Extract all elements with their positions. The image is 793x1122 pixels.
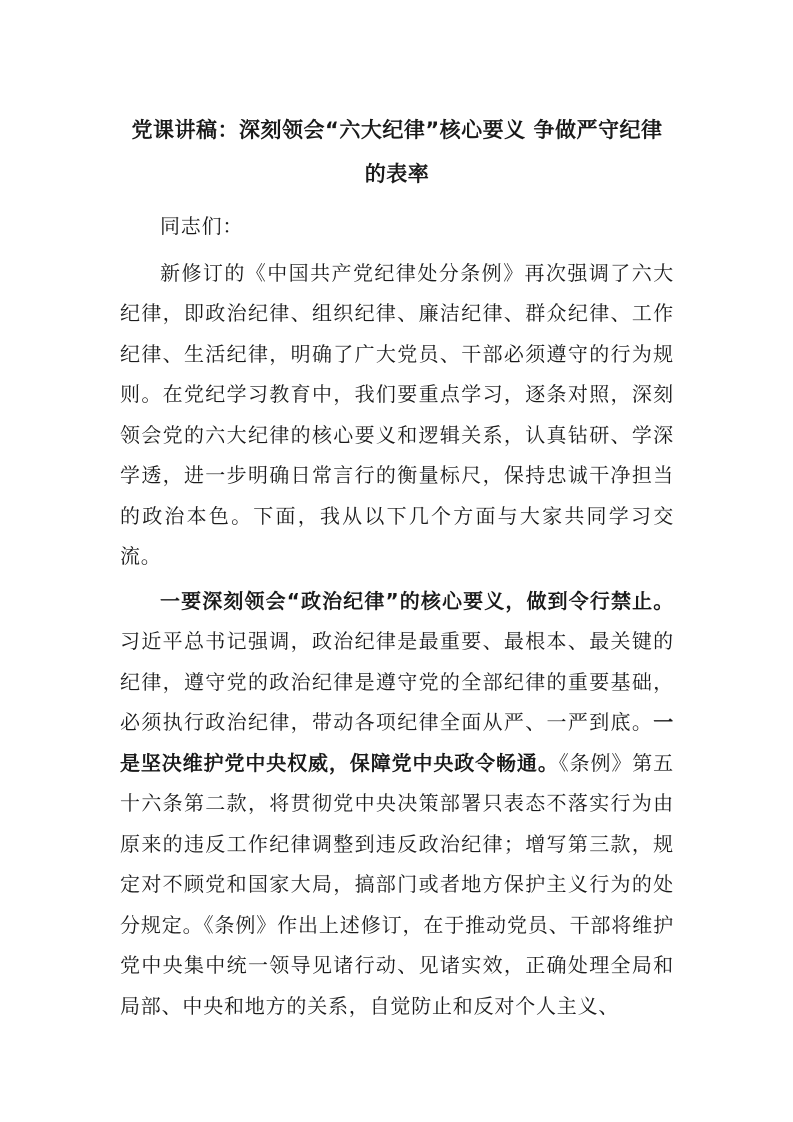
document-title: [120, 108, 674, 196]
section-one-heading: 一要深刻领会“政治纪律”的核心要义，做到令行禁止。: [160, 588, 674, 613]
document-page: [120, 108, 674, 1026]
section-one-subheading: 一是坚决维护党中央权威，保障党中央政令畅通。: [120, 710, 674, 775]
salutation: 同志们：: [160, 214, 244, 238]
title-line-1: 党课讲稿：深刻领会“六大纪律”核心要义 争做严守纪律: [131, 118, 663, 142]
section-one-paragraph: [120, 581, 674, 1027]
title-line-2: 的表率: [364, 162, 430, 186]
section-one-text: 习近平总书记强调，政治纪律是最重要、最根本、最关键的纪律，遵守党的政治纪律是遵守党的全部纪律的重要基础，必须执行政治纪律，带动各项纪律全面从严、一严到底。: [120, 629, 674, 734]
intro-paragraph: 新修订的《中国共产党纪律处分条例》再次强调了六大纪律，即政治纪律、组织纪律、廉洁纪律、群众纪律、工作纪律、生活纪律，明确了广大党员、干部必须遵守的行为规则。在党纪学习教育中，我们要重点学习，逐条对照，深刻领会党的六大纪律的核心要义和逻辑关系，认真钻研、学深学透，进一步明确日常言行的衡量标尺，保持忠诚干净担当的政治本色。下面，我从以下几个方面与大家共同学习交流。: [120, 260, 674, 568]
section-one-text-continued: 《条例》第五十六条第二款，将贯彻党中央决策部署只表态不落实行为由原来的违反工作纪律调整到违反政治纪律；增写第三款，规定对不顾党和国家大局，搞部门或者地方保护主义行为的处分规定。《条例》作出上述修订，在于推动党员、干部将维护党中央集中统一领导见诸行动、见诸实效，正确处理全局和局部、中央和地方的关系，自觉防止和反对个人主义、: [120, 750, 674, 1018]
